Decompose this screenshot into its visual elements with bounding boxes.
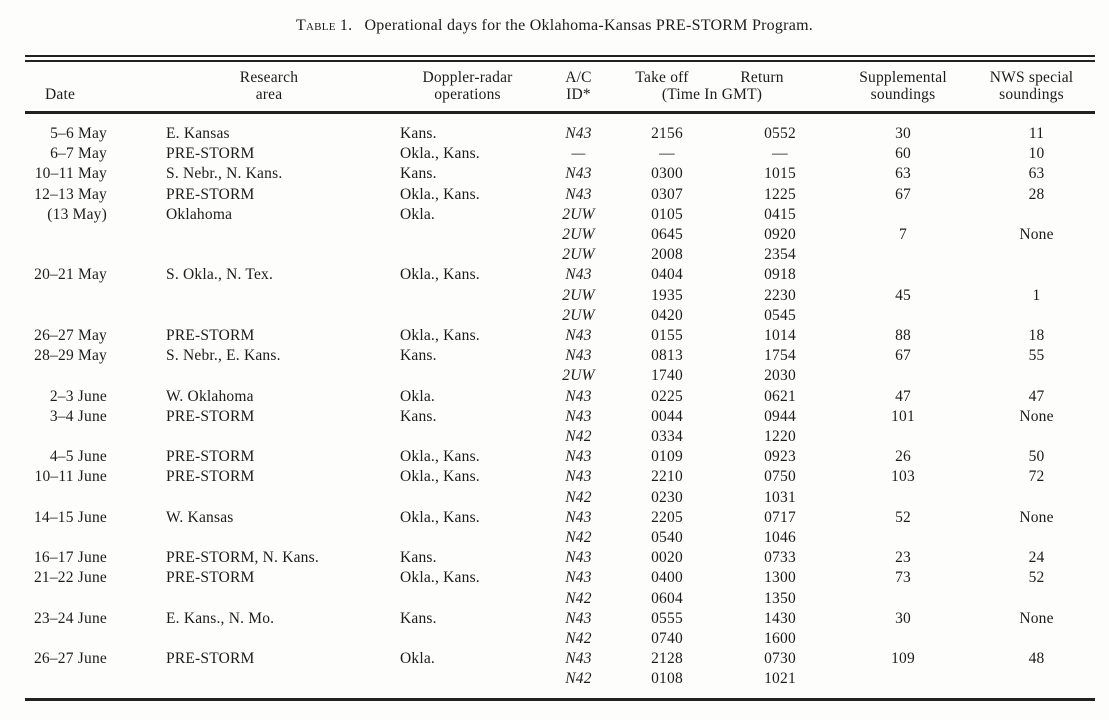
cell-take-off: 0108 — [651, 670, 683, 688]
table-row — [25, 124, 1095, 144]
table-row — [25, 649, 1095, 669]
cell-date — [25, 488, 148, 508]
cell-take-off: 0020 — [651, 549, 683, 567]
cell-doppler-radar-operations — [390, 427, 545, 447]
cell-nws-special-soundings: 24 — [1028, 549, 1045, 567]
cell-nws-special-soundings — [968, 629, 1095, 649]
cell-take-off: 0300 — [651, 165, 683, 183]
cell-research-area: PRE-STORM — [166, 650, 255, 668]
cell-nws-special-soundings: None — [1019, 407, 1054, 425]
cell-research-area: W. Oklahoma — [166, 387, 254, 405]
cell-nws-special-soundings: None — [1019, 226, 1054, 244]
table-row — [25, 387, 1095, 407]
cell-supplemental-soundings — [838, 205, 968, 225]
cell-ac-id: N42 — [565, 630, 592, 648]
cell-research-area: W. Kansas — [166, 508, 234, 526]
header-label: Supplemental — [859, 68, 947, 86]
cell-return: 1220 — [764, 428, 796, 446]
cell-nws-special-soundings — [968, 306, 1095, 326]
cell-supplemental-soundings: 73 — [895, 569, 911, 587]
cell-return: 0920 — [764, 226, 796, 244]
bottom-rule — [25, 698, 1095, 701]
cell-doppler-radar-operations: Okla. — [400, 205, 436, 223]
cell-supplemental-soundings: 23 — [895, 549, 911, 567]
cell-return: 2354 — [764, 246, 796, 264]
operational-days-table — [25, 62, 1095, 698]
cell-ac-id: 2UW — [562, 226, 595, 244]
col-header-supplemental-soundings — [838, 62, 968, 112]
cell-nws-special-soundings — [968, 488, 1095, 508]
cell-date: 6–7 May — [50, 145, 107, 163]
cell-date: 16–17 June — [33, 549, 107, 567]
cell-ac-id: N43 — [565, 165, 592, 183]
cell-take-off: 0645 — [651, 226, 683, 244]
cell-nws-special-soundings: 63 — [1028, 165, 1045, 183]
cell-research-area: Oklahoma — [166, 205, 233, 223]
cell-date — [25, 427, 148, 447]
cell-supplemental-soundings: 103 — [891, 468, 915, 486]
cell-doppler-radar-operations — [390, 488, 545, 508]
header-label: NWS special — [989, 68, 1074, 86]
cell-doppler-radar-operations: Okla., Kans. — [400, 266, 480, 284]
cell-supplemental-soundings: 52 — [895, 508, 911, 526]
cell-supplemental-soundings: 101 — [891, 407, 915, 425]
cell-return: 0918 — [764, 266, 796, 284]
cell-doppler-radar-operations: Kans. — [400, 165, 437, 183]
cell-date: 14–15 June — [33, 508, 107, 526]
cell-take-off: 0420 — [651, 306, 683, 324]
takeoff-return-labels — [612, 69, 812, 86]
cell-supplemental-soundings — [838, 528, 968, 548]
cell-nws-special-soundings: None — [1019, 609, 1054, 627]
cell-return: 0733 — [764, 549, 796, 567]
table-row — [25, 488, 1095, 508]
cell-research-area: E. Kansas — [166, 125, 230, 142]
cell-ac-id: N42 — [565, 529, 592, 547]
cell-research-area — [148, 589, 390, 609]
cell-supplemental-soundings: 109 — [891, 650, 915, 668]
cell-return: 1031 — [764, 488, 796, 506]
cell-ac-id: 2UW — [562, 306, 595, 324]
cell-return: 1021 — [764, 670, 796, 688]
cell-return: 0923 — [764, 448, 796, 466]
cell-research-area — [148, 366, 390, 386]
cell-take-off: 2008 — [651, 246, 683, 264]
cell-nws-special-soundings: 11 — [1028, 125, 1045, 142]
cell-take-off: 0604 — [651, 589, 683, 607]
cell-return: 0621 — [764, 387, 796, 405]
table-row — [25, 427, 1095, 447]
cell-doppler-radar-operations: Okla., Kans. — [400, 569, 480, 587]
cell-date: 10–11 May — [34, 165, 107, 183]
table-header — [25, 62, 1095, 112]
cell-doppler-radar-operations: Kans. — [400, 347, 437, 365]
cell-date: 20–21 May — [34, 266, 107, 284]
cell-ac-id: N42 — [565, 589, 592, 607]
table-row — [25, 306, 1095, 326]
cell-supplemental-soundings — [838, 488, 968, 508]
cell-ac-id: N43 — [565, 387, 592, 405]
cell-research-area: PRE-STORM — [166, 569, 255, 587]
table-row — [25, 205, 1095, 225]
cell-doppler-radar-operations: Okla., Kans. — [400, 145, 480, 163]
cell-nws-special-soundings: 47 — [1028, 387, 1045, 405]
cell-date: 10–11 June — [34, 468, 107, 486]
cell-research-area: PRE-STORM — [166, 185, 255, 203]
cell-ac-id: 2UW — [562, 246, 595, 264]
cell-ac-id: N43 — [565, 448, 592, 466]
cell-take-off: 0230 — [651, 488, 683, 506]
cell-supplemental-soundings: 63 — [895, 165, 911, 183]
cell-supplemental-soundings: 60 — [895, 145, 911, 163]
cell-ac-id: N43 — [565, 347, 592, 365]
table-caption — [0, 0, 1109, 55]
cell-return: 2030 — [764, 367, 796, 385]
cell-supplemental-soundings: 45 — [895, 286, 911, 304]
cell-supplemental-soundings — [838, 629, 968, 649]
cell-supplemental-soundings: 67 — [895, 347, 911, 365]
cell-date: 23–24 June — [33, 609, 107, 627]
cell-nws-special-soundings — [968, 528, 1095, 548]
cell-return: 0717 — [764, 508, 796, 526]
cell-ac-id: N43 — [565, 549, 592, 567]
cell-return: 0730 — [764, 650, 796, 668]
cell-ac-id: N43 — [565, 327, 592, 345]
cell-ac-id: N43 — [565, 569, 592, 587]
cell-ac-id: 2UW — [562, 205, 595, 223]
cell-return: 1350 — [764, 589, 796, 607]
cell-take-off: 0555 — [651, 609, 683, 627]
cell-nws-special-soundings: 28 — [1028, 185, 1045, 203]
header-label: Date — [45, 85, 76, 103]
col-header-doppler-radar — [390, 62, 545, 112]
cell-nws-special-soundings — [968, 205, 1095, 225]
cell-date — [25, 286, 148, 306]
cell-doppler-radar-operations — [390, 286, 545, 306]
cell-supplemental-soundings — [838, 265, 968, 285]
table-row — [25, 326, 1095, 346]
cell-supplemental-soundings: 26 — [895, 448, 911, 466]
cell-date: 21–22 June — [33, 569, 107, 587]
cell-nws-special-soundings — [968, 589, 1095, 609]
cell-nws-special-soundings: 18 — [1028, 327, 1045, 345]
cell-take-off: 0307 — [651, 185, 683, 203]
cell-date: 5–6 May — [50, 125, 107, 142]
cell-nws-special-soundings — [968, 265, 1095, 285]
cell-nws-special-soundings — [968, 245, 1095, 265]
cell-date: 12–13 May — [34, 185, 107, 203]
cell-doppler-radar-operations: Okla. — [400, 650, 436, 668]
cell-date: 3–4 June — [49, 407, 107, 425]
header-label: soundings — [999, 85, 1064, 103]
cell-research-area — [148, 245, 390, 265]
header-row — [25, 62, 1095, 112]
cell-return: — — [772, 145, 788, 163]
cell-doppler-radar-operations — [390, 225, 545, 245]
cell-ac-id: N43 — [565, 125, 592, 142]
cell-date: 2–3 June — [49, 387, 107, 405]
cell-research-area — [148, 225, 390, 245]
cell-research-area: PRE-STORM — [166, 448, 255, 466]
table-row — [25, 609, 1095, 629]
cell-nws-special-soundings: 48 — [1028, 650, 1045, 668]
table-row — [25, 265, 1095, 285]
cell-return: 1014 — [764, 327, 796, 345]
cell-date: 28–29 May — [34, 347, 107, 365]
cell-doppler-radar-operations: Okla. — [400, 387, 436, 405]
cell-doppler-radar-operations — [390, 669, 545, 689]
cell-take-off: 1740 — [651, 367, 683, 385]
cell-supplemental-soundings: 67 — [895, 185, 911, 203]
cell-ac-id: N43 — [565, 266, 592, 284]
cell-take-off: 1935 — [651, 286, 683, 304]
table-row — [25, 508, 1095, 528]
cell-take-off: 0105 — [651, 205, 683, 223]
header-label: area — [255, 85, 283, 103]
cell-ac-id: — — [571, 145, 586, 163]
table-row — [25, 407, 1095, 427]
cell-return: 2230 — [764, 286, 796, 304]
cell-supplemental-soundings — [838, 306, 968, 326]
cell-supplemental-soundings: 30 — [895, 609, 911, 627]
cell-research-area — [148, 629, 390, 649]
cell-take-off: 0155 — [651, 327, 683, 345]
table-body — [25, 112, 1095, 698]
table-row — [25, 245, 1095, 265]
cell-take-off: 2128 — [651, 650, 683, 668]
cell-supplemental-soundings — [838, 589, 968, 609]
table-row — [25, 164, 1095, 184]
cell-take-off: 0334 — [651, 428, 683, 446]
cell-research-area: S. Nebr., N. Kans. — [166, 165, 283, 183]
cell-supplemental-soundings — [838, 427, 968, 447]
header-label: Research — [239, 68, 299, 86]
cell-nws-special-soundings: 72 — [1028, 468, 1045, 486]
cell-date: (13 May) — [47, 205, 107, 223]
cell-ac-id: N43 — [565, 609, 592, 627]
cell-nws-special-soundings — [968, 366, 1095, 386]
cell-date: 26–27 June — [33, 650, 107, 668]
cell-return: 0552 — [764, 125, 796, 142]
cell-doppler-radar-operations — [390, 528, 545, 548]
cell-doppler-radar-operations — [390, 366, 545, 386]
cell-nws-special-soundings: 10 — [1028, 145, 1045, 163]
table-row — [25, 185, 1095, 205]
col-header-takeoff-return — [612, 62, 838, 112]
header-label: A/C — [565, 68, 592, 86]
table-row — [25, 629, 1095, 649]
cell-take-off: — — [659, 145, 675, 163]
col-header-ac-id — [545, 62, 612, 112]
cell-supplemental-soundings — [838, 366, 968, 386]
cell-ac-id: N42 — [565, 488, 592, 506]
table-number: Table 1. — [295, 17, 353, 34]
cell-nws-special-soundings: None — [1019, 508, 1054, 526]
table-row — [25, 528, 1095, 548]
cell-supplemental-soundings — [838, 245, 968, 265]
cell-doppler-radar-operations: Kans. — [400, 407, 437, 425]
table-row — [25, 568, 1095, 588]
cell-date: 26–27 May — [34, 327, 107, 345]
table-row — [25, 286, 1095, 306]
cell-doppler-radar-operations — [390, 306, 545, 326]
cell-ac-id: N42 — [565, 670, 592, 688]
cell-ac-id: N43 — [565, 508, 592, 526]
cell-research-area: PRE-STORM — [166, 407, 255, 425]
cell-nws-special-soundings — [968, 427, 1095, 447]
cell-research-area: PRE-STORM — [166, 327, 255, 345]
header-label-takeoff: Take off — [635, 68, 689, 86]
cell-return: 1600 — [764, 630, 796, 648]
cell-take-off: 2205 — [651, 508, 683, 526]
cell-return: 1430 — [764, 609, 796, 627]
cell-date — [25, 306, 148, 326]
header-label: operations — [434, 85, 501, 103]
cell-research-area: E. Kans., N. Mo. — [166, 609, 275, 627]
cell-date — [25, 225, 148, 245]
table-row — [25, 447, 1095, 467]
table-row — [25, 366, 1095, 386]
cell-research-area: PRE-STORM — [166, 468, 255, 486]
cell-doppler-radar-operations: Okla., Kans. — [400, 327, 480, 345]
cell-ac-id: N43 — [565, 185, 592, 203]
col-header-nws-special-soundings — [968, 62, 1095, 112]
cell-supplemental-soundings: 7 — [899, 226, 907, 244]
cell-take-off: 0740 — [651, 630, 683, 648]
cell-return: 0415 — [764, 205, 796, 223]
cell-date — [25, 669, 148, 689]
cell-research-area — [148, 286, 390, 306]
cell-return: 1225 — [764, 185, 796, 203]
cell-take-off: 2210 — [651, 468, 683, 486]
cell-take-off: 0225 — [651, 387, 683, 405]
header-label: ID* — [566, 85, 591, 103]
cell-ac-id: N43 — [565, 468, 592, 486]
cell-research-area — [148, 427, 390, 447]
cell-return: 1300 — [764, 569, 796, 587]
cell-ac-id: 2UW — [562, 367, 595, 385]
cell-nws-special-soundings: 52 — [1028, 569, 1045, 587]
cell-return: 0545 — [764, 306, 796, 324]
header-label: Doppler-radar — [422, 68, 513, 86]
cell-nws-special-soundings: 55 — [1028, 347, 1045, 365]
header-label: soundings — [870, 85, 936, 103]
header-label-return: Return — [740, 68, 784, 86]
cell-doppler-radar-operations: Kans. — [400, 549, 437, 567]
cell-research-area — [148, 488, 390, 508]
cell-date — [25, 629, 148, 649]
cell-doppler-radar-operations: Okla., Kans. — [400, 468, 480, 486]
cell-ac-id: N42 — [565, 428, 592, 446]
table-row — [25, 346, 1095, 366]
table-row — [25, 144, 1095, 164]
cell-date — [25, 245, 148, 265]
cell-date — [25, 366, 148, 386]
cell-nws-special-soundings: 50 — [1028, 448, 1045, 466]
cell-doppler-radar-operations: Kans. — [400, 609, 437, 627]
cell-return: 1754 — [764, 347, 796, 365]
table-row — [25, 225, 1095, 245]
cell-doppler-radar-operations: Kans. — [400, 125, 437, 142]
cell-research-area: S. Okla., N. Tex. — [166, 266, 274, 284]
cell-return: 1015 — [764, 165, 796, 183]
table-row — [25, 589, 1095, 609]
cell-take-off: 0400 — [651, 569, 683, 587]
cell-ac-id: N43 — [565, 650, 592, 668]
cell-research-area: PRE-STORM — [166, 145, 255, 163]
top-double-rule — [25, 55, 1095, 62]
col-header-date — [25, 62, 148, 112]
cell-research-area — [148, 528, 390, 548]
table-row — [25, 669, 1095, 689]
cell-ac-id: N43 — [565, 407, 592, 425]
col-header-research-area — [148, 62, 390, 112]
table-row — [25, 548, 1095, 568]
cell-take-off: 0109 — [651, 448, 683, 466]
caption-text: Operational days for the Oklahoma-Kansas PRE-STORM Program. — [364, 17, 814, 34]
cell-date — [25, 528, 148, 548]
header-label-time-note: (Time In GMT) — [661, 85, 763, 103]
cell-take-off: 2156 — [651, 125, 683, 142]
cell-doppler-radar-operations — [390, 245, 545, 265]
cell-take-off: 0540 — [651, 529, 683, 547]
table-row — [25, 467, 1095, 487]
cell-nws-special-soundings — [968, 669, 1095, 689]
cell-research-area — [148, 669, 390, 689]
cell-return: 0944 — [764, 407, 796, 425]
cell-research-area: S. Nebr., E. Kans. — [166, 347, 281, 365]
cell-doppler-radar-operations: Okla., Kans. — [400, 508, 480, 526]
cell-research-area — [148, 306, 390, 326]
cell-doppler-radar-operations: Okla., Kans. — [400, 448, 480, 466]
cell-return: 1046 — [764, 529, 796, 547]
cell-doppler-radar-operations: Okla., Kans. — [400, 185, 480, 203]
cell-nws-special-soundings: 1 — [1032, 286, 1041, 304]
cell-ac-id: 2UW — [562, 286, 595, 304]
cell-take-off: 0813 — [651, 347, 683, 365]
cell-supplemental-soundings: 30 — [895, 125, 911, 142]
cell-date — [25, 589, 148, 609]
cell-research-area: PRE-STORM, N. Kans. — [166, 549, 319, 567]
cell-return: 0750 — [764, 468, 796, 486]
cell-date: 4–5 June — [49, 448, 107, 466]
cell-doppler-radar-operations — [390, 629, 545, 649]
cell-supplemental-soundings: 47 — [895, 387, 911, 405]
cell-take-off: 0044 — [651, 407, 683, 425]
cell-supplemental-soundings: 88 — [895, 327, 911, 345]
cell-doppler-radar-operations — [390, 589, 545, 609]
cell-supplemental-soundings — [838, 669, 968, 689]
cell-take-off: 0404 — [651, 266, 683, 284]
